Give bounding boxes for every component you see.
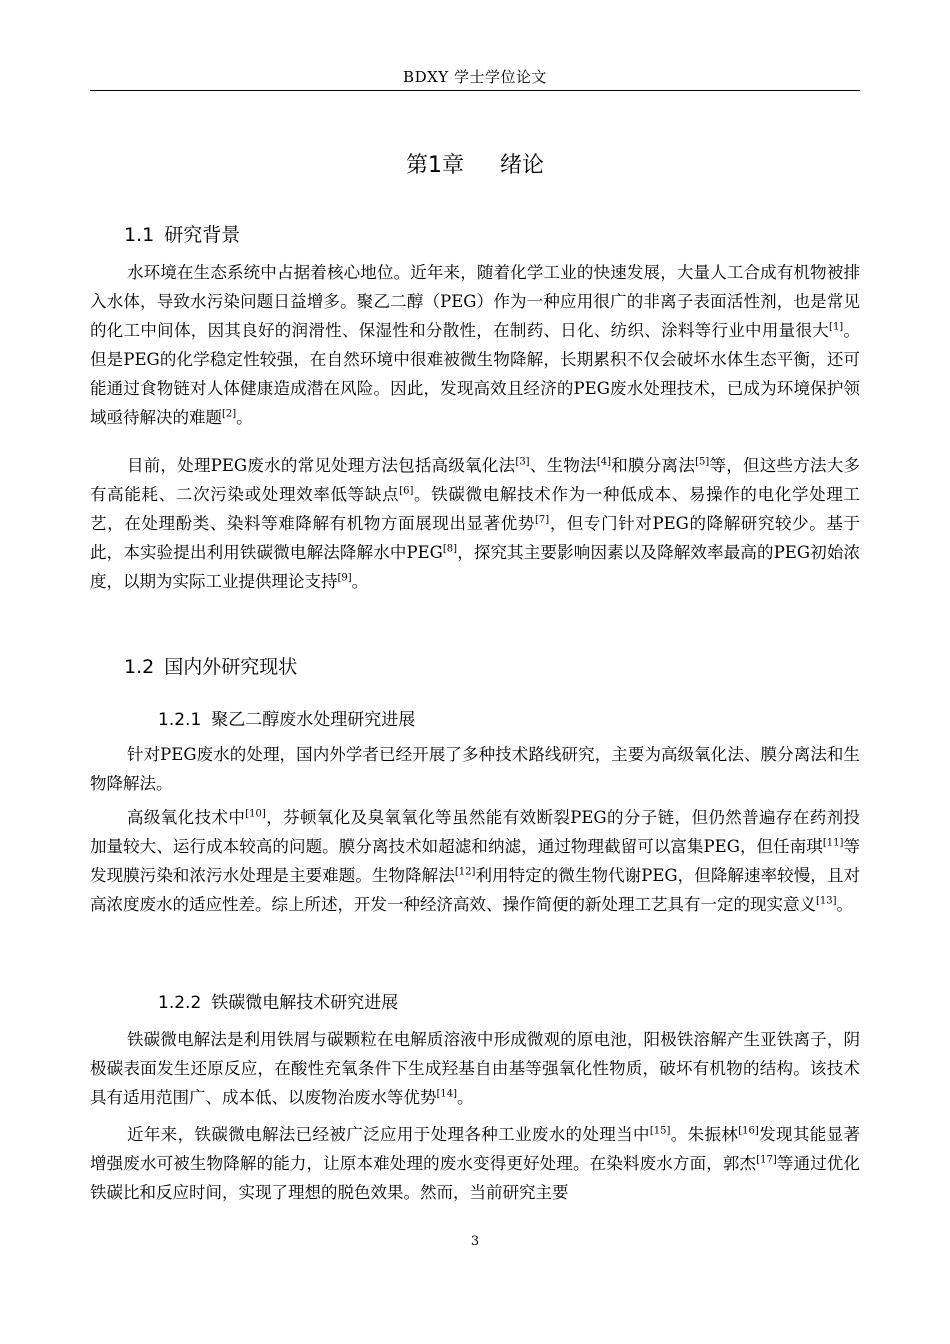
citation-ref: [5] bbox=[695, 456, 710, 468]
paragraph-text: 。 bbox=[836, 895, 854, 914]
section-title: 国内外研究现状 bbox=[164, 656, 298, 678]
citation-ref: [12] bbox=[454, 866, 476, 878]
paragraph-text: 等发现膜污染和浓污水处理是主要难题。生物降解法 bbox=[90, 837, 861, 885]
paragraph-text: 和膜分离法 bbox=[611, 456, 696, 475]
citation-ref: [7] bbox=[535, 514, 550, 526]
section-heading-1-2 bbox=[124, 652, 297, 679]
paragraph-1-2-2-b bbox=[90, 1120, 860, 1207]
chapter-name: 绪论 bbox=[499, 153, 544, 178]
citation-ref: [2] bbox=[222, 408, 237, 420]
chapter-number: 第1章 bbox=[405, 153, 464, 178]
paragraph-1-1-b bbox=[90, 451, 860, 596]
citation-ref: [9] bbox=[337, 572, 352, 584]
citation-ref: [17] bbox=[756, 1154, 777, 1166]
paragraph-text: 。 bbox=[457, 1088, 474, 1107]
paragraph-1-2-1-b bbox=[90, 803, 860, 919]
citation-ref: [4] bbox=[596, 456, 612, 468]
paragraph-text: 。铁碳微电解技术作为一种低成本、易操作的电化学处理工艺，在处理酚类、染料等难降解有机物方面展现出显著优势 bbox=[90, 485, 861, 533]
paragraph-text: 高级氧化技术中 bbox=[127, 808, 246, 827]
running-header: BDXY 学士学位论文 bbox=[403, 68, 547, 86]
citation-ref: [11] bbox=[822, 837, 844, 849]
paragraph-1-2-1-a bbox=[90, 740, 860, 798]
header-rule bbox=[90, 90, 860, 91]
citation-ref: [13] bbox=[816, 895, 837, 907]
subsection-heading-1-2-1 bbox=[158, 705, 415, 730]
citation-ref: [3] bbox=[515, 456, 530, 468]
subsection-title: 聚乙二醇废水处理研究进展 bbox=[211, 710, 416, 730]
paragraph-text: 目前，处理PEG废水的常见处理方法包括高级氧化法 bbox=[127, 456, 516, 475]
paragraph-1-2-2-a bbox=[90, 1025, 860, 1112]
paragraph-text: 近年来，铁碳微电解法已经被广泛应用于处理各种工业废水的处理当中 bbox=[127, 1125, 650, 1144]
paragraph-text: 利用特定的微生物代谢PEG，但降解速率较慢，且对高浓度废水的适应性差。综上所述，开发一种经济高效、操作简便的新处理工艺具有一定的现实意义 bbox=[90, 866, 861, 914]
paragraph-text: 等，但这些方法大多有高能耗、二次污染或处理效率低等缺点 bbox=[90, 456, 861, 504]
paragraph-text: ，芬顿氧化及臭氧氧化等虽然能有效断裂PEG的分子链，但仍然普遍存在药剂投加量较大、运行成本较高的问题。膜分离技术如超滤和纳滤，通过物理截留可以富集PEG，但任南琪 bbox=[90, 808, 861, 856]
paragraph-text: 发现其能显著增强废水可被生物降解的能力，让原本难处理的废水变得更好处理。在染料废水方面，郭杰 bbox=[90, 1125, 861, 1173]
section-number: 1.2 bbox=[124, 656, 155, 678]
paragraph-text: ，但专门针对PEG的降解研究较少。基于此，本实验提出利用铁碳微电解法降解水中PEG bbox=[90, 514, 861, 562]
section-heading-1-1 bbox=[124, 220, 240, 247]
subsection-number: 1.2.2 bbox=[158, 993, 202, 1013]
paragraph-text: 。 bbox=[351, 572, 369, 591]
paragraph-text: 等通过优化铁碳比和反应时间，实现了理想的脱色效果。然而，当前研究主要 bbox=[90, 1154, 861, 1202]
paragraph-text: 水环境在生态系统中占据着核心地位。近年来，随着化学工业的快速发展，大量人工合成有机物被排入水体，导致水污染问题日益增多。聚乙二醇（PEG）作为一种应用很广的非离子表面活性剂，也是常见的化工中间体，因其良好的润滑性、保湿性和分散性，在制药、日化、纺织、涂料等行业中用量很大 bbox=[90, 263, 860, 340]
section-number: 1.1 bbox=[124, 224, 155, 246]
citation-ref: [8] bbox=[442, 543, 458, 555]
paragraph-text: 。朱振林 bbox=[670, 1125, 739, 1144]
paragraph-text: 铁碳微电解法是利用铁屑与碳颗粒在电解质溶液中形成微观的原电池，阳极铁溶解产生亚铁离子，阴极碳表面发生还原反应，在酸性充氧条件下生成羟基自由基等强氧化性物质，破坏有机物的结构。该技术具有适用范围广、成本低、以废物治废水等优势 bbox=[90, 1030, 860, 1107]
page-number: 3 bbox=[470, 1234, 480, 1249]
citation-ref: [14] bbox=[436, 1088, 458, 1100]
paragraph-text: ，探究其主要影响因素以及降解效率最高的PEG初始浓度，以期为实际工业提供理论支持 bbox=[90, 543, 861, 591]
subsection-heading-1-2-2 bbox=[158, 988, 398, 1013]
chapter-title bbox=[90, 148, 860, 179]
paragraph-text: 。但是PEG的化学稳定性较强，在自然环境中很难被微生物降解，长期累积不仅会破坏水体生态平衡，还可能通过食物链对人体健康造成潜在风险。因此，发现高效且经济的PEG废水处理技术，已成为环境保护领域亟待解决的难题 bbox=[90, 321, 861, 427]
citation-ref: [15] bbox=[649, 1125, 671, 1137]
subsection-title: 铁碳微电解技术研究进展 bbox=[211, 993, 399, 1013]
citation-ref: [1] bbox=[829, 321, 844, 333]
paragraph-text: 。 bbox=[236, 408, 253, 427]
paragraph-1-1-a bbox=[90, 258, 860, 432]
citation-ref: [6] bbox=[399, 485, 414, 497]
subsection-number: 1.2.1 bbox=[158, 710, 202, 730]
section-title: 研究背景 bbox=[164, 224, 241, 246]
paragraph-text: 针对PEG废水的处理，国内外学者已经开展了多种技术路线研究，主要为高级氧化法、膜分离法和生物降解法。 bbox=[90, 745, 860, 793]
citation-ref: [16] bbox=[738, 1125, 759, 1137]
citation-ref: [10] bbox=[245, 808, 266, 820]
paragraph-text: 、生物法 bbox=[529, 456, 597, 475]
